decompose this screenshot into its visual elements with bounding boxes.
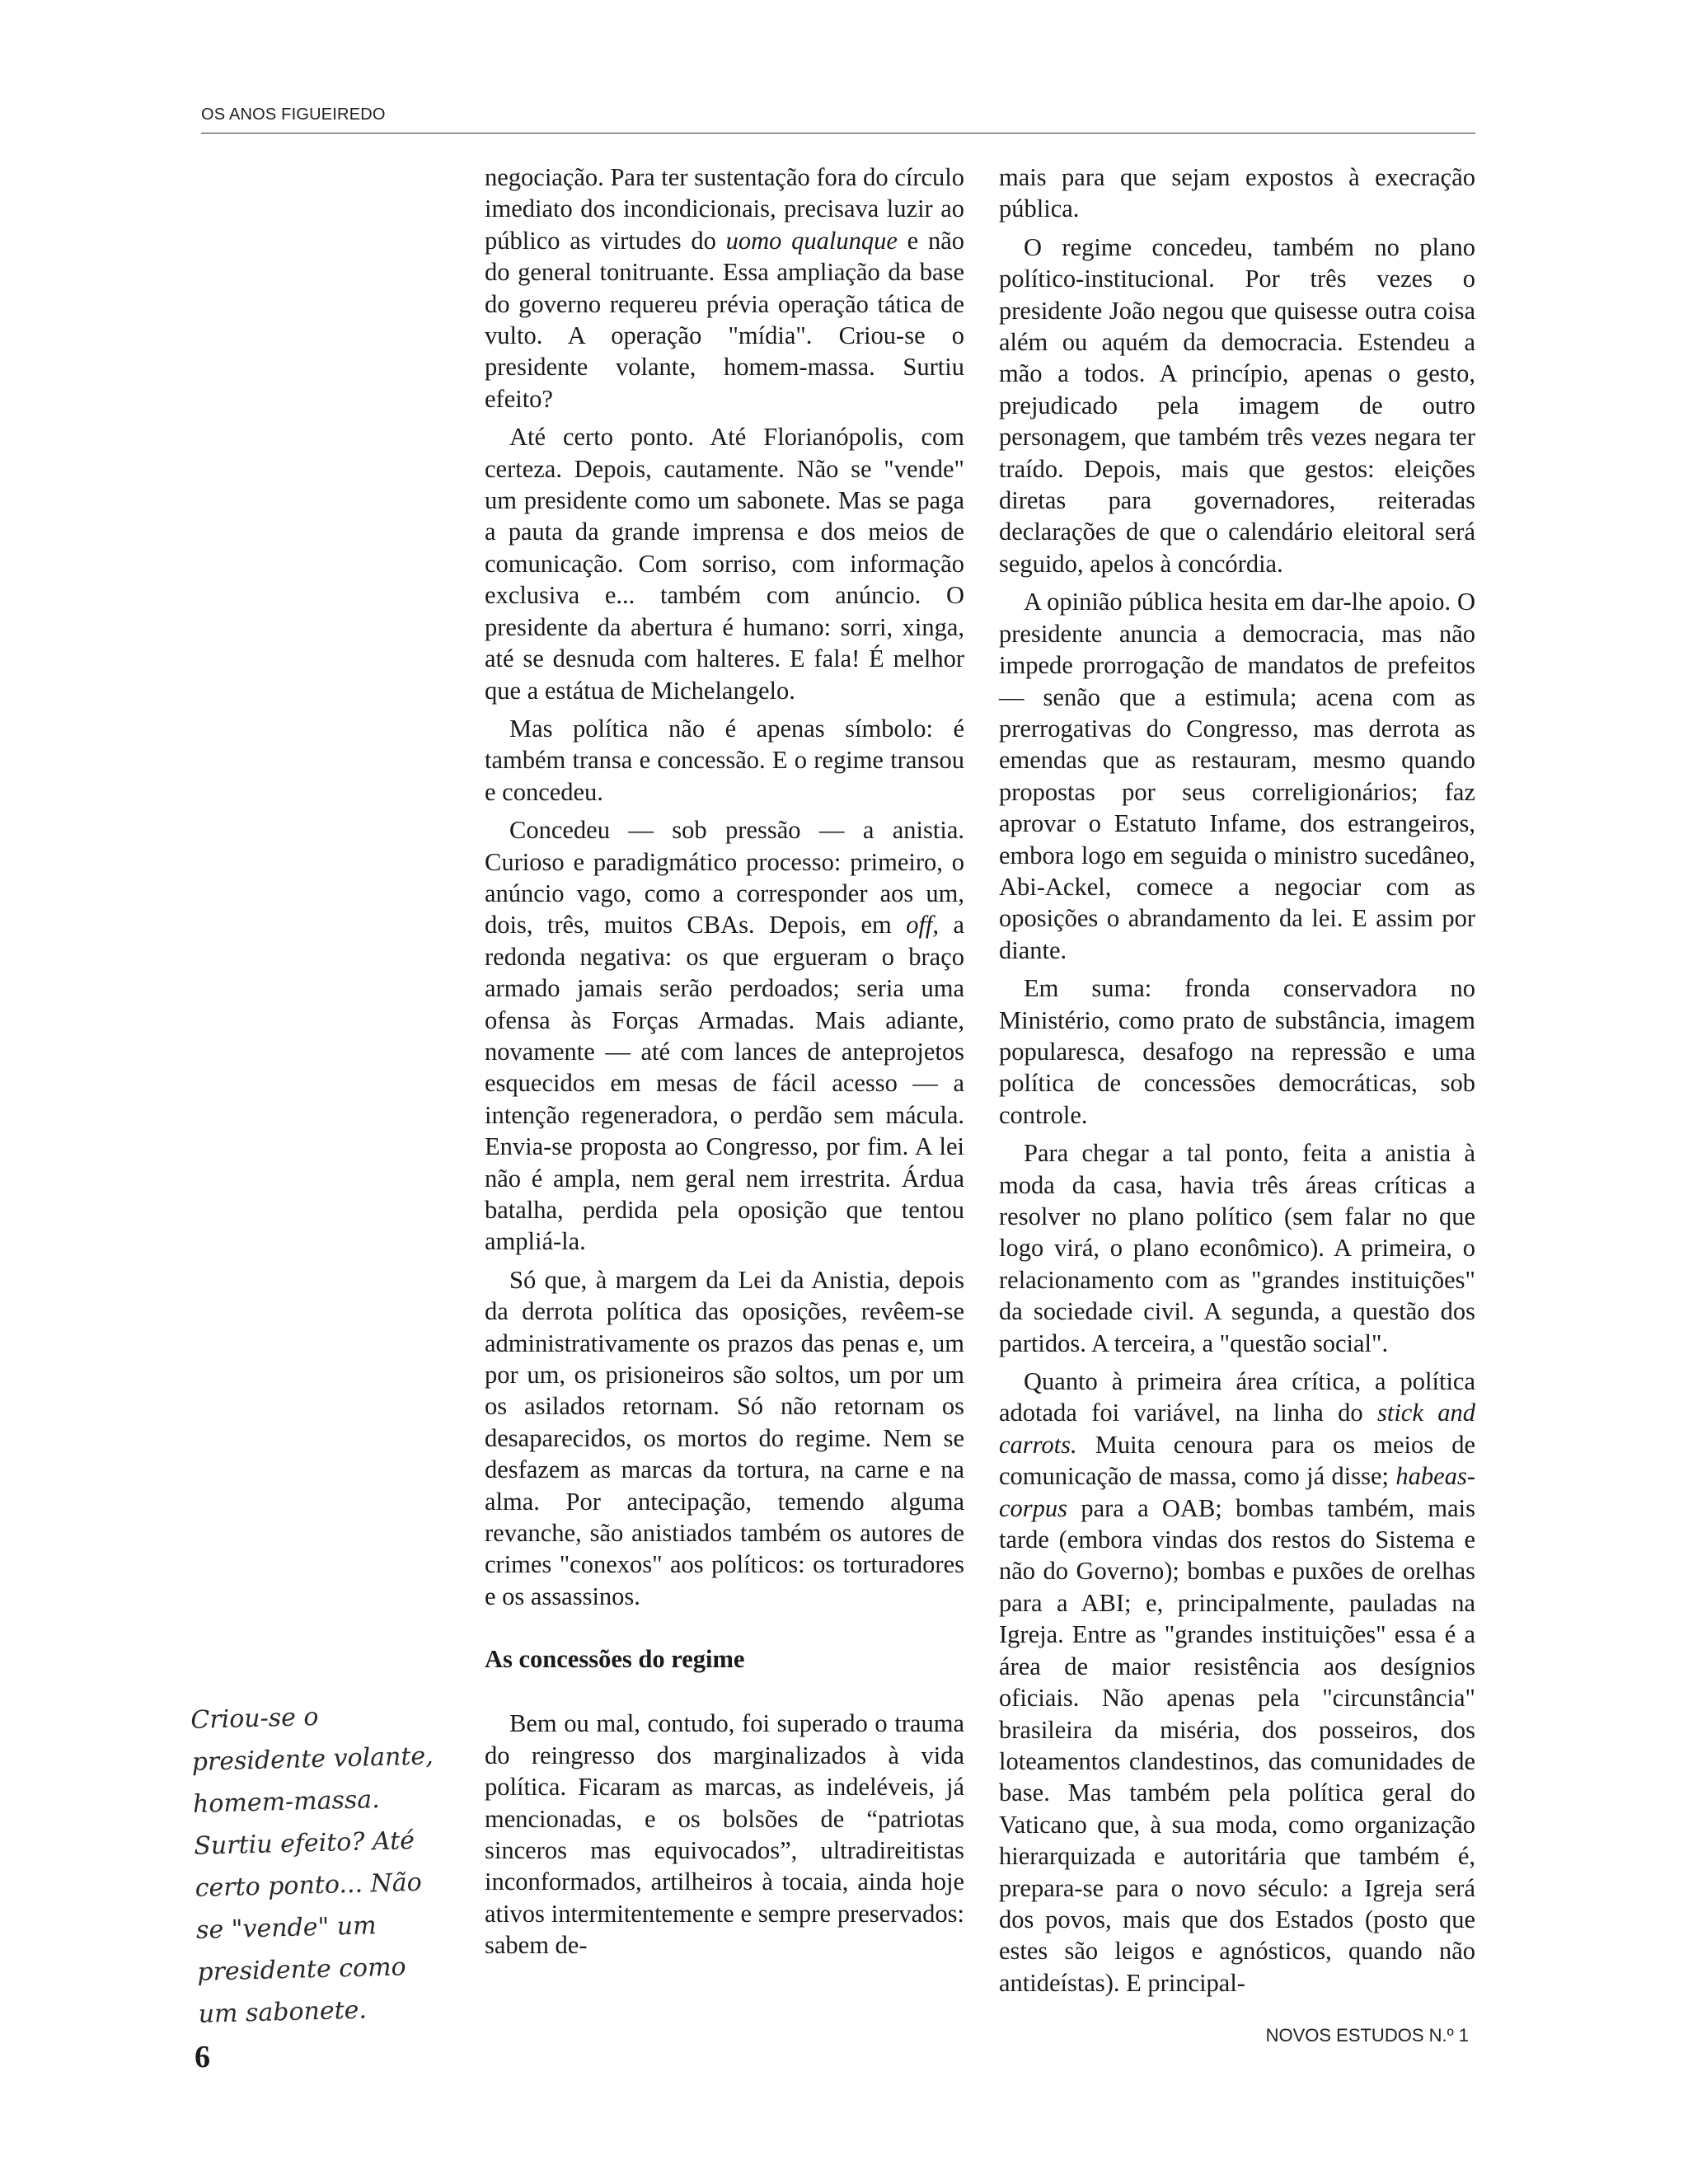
italic-term: uomo qualunque bbox=[725, 226, 898, 255]
paragraph: Mas política não é apenas símbolo: é também transa e concessão. E o regime transou e concedeu. bbox=[485, 714, 964, 806]
paragraph: Até certo ponto. Até Florianópolis, com certeza. Depois, cautamente. Não se "vende" um presidente como um sabonete. Mas se paga a pauta da grande imprensa e dos meios de comunicação. Com sorriso, com informação exclusiva e... também com anúncio. O presidente da abertura é humano: sorri, xinga, até se desnuda com halteres. E fala! É melhor que a estátua de Michelangelo. bbox=[485, 423, 964, 705]
paragraph: Bem ou mal, contudo, foi superado o trauma do reingresso dos marginalizados à vida política. Ficaram as marcas, as indeléveis, já mencionadas, e os bolsões de “patriotas sinceros mas equivocados”, ultradireitistas inconformados, artilheiros à tocaia, ainda hoje ativos intermitentemente e sempre preservados: sabem de- bbox=[485, 1709, 964, 1960]
paragraph: Em suma: fronda conservadora no Ministério, como prato de substância, imagem popularesca, desafogo na repressão e uma política de concessões democráticas, sob controle. bbox=[999, 974, 1475, 1129]
journal-footer: NOVOS ESTUDOS N.º 1 bbox=[1265, 2025, 1469, 2046]
paragraph: Concedeu — sob pressão — a anistia. Curioso e paradigmático processo: primeiro, o anúncio vago, como a corresponder aos um, dois, três, muitos CBAs. Depois, em off, a redonda negativa: os que ergueram o braço armado jamais serão perdoados; seria uma ofensa às Forças Armadas. Mais adiante, novamente — até com lances de anteprojetos esquecidos em mesas de fácil acesso — a intenção regeneradora, o perdão sem mácula. Envia-se proposta ao Congresso, por fim. A lei não é ampla, nem geral nem irrestrita. Árdua batalha, perdida pela oposição que tentou ampliá-la. bbox=[485, 816, 964, 1256]
section-heading: As concessões do regime bbox=[485, 1645, 745, 1674]
paragraph: Quanto à primeira área crítica, a política adotada foi variável, na linha do stick and carrots. Muita cenoura para os meios de comunicação de massa, como já disse; habeas-corpus para a OAB; bombas também, mais tarde (embora vindas dos restos do Sistema e não do Governo); bombas e puxões de orelhas para a ABI; e, principalmente, pauladas na Igreja. Entre as "grandes instituições" essa é a área de maior resistência aos desígnios oficiais. Não apenas pela "circunstância" brasileira da miséria, dos posseiros, dos loteamentos clandestinos, das comunidades de base. Mas também pela política geral do Vaticano que, à sua moda, como organização hierarquizada e autoritária que também é, prepara-se para o novo século: a Igreja será dos povos, mais que dos Estados (posto que estes são leigos e agnósticos, quando não antideístas). E principal- bbox=[999, 1367, 1475, 1997]
paragraph: Para chegar a tal ponto, feita a anistia à moda da casa, havia três áreas críticas a resolver no plano político (sem falar no que logo virá, o plano econômico). A primeira, o relacionamento com as "grandes instituições" da sociedade civil. A segunda, a questão dos partidos. A terceira, a "questão social". bbox=[999, 1139, 1475, 1357]
handwritten-margin-note: Criou-se o presidente volante, homem-massa. Surtiu efeito? Até certo ponto... Não se "vende" um presidente como um sabonete. bbox=[190, 1702, 434, 2029]
header-rule bbox=[201, 133, 1475, 134]
paragraph: O regime concedeu, também no plano político-institucional. Por três vezes o presidente João negou que quisesse outra coisa além ou aquém da democracia. Estendeu a mão a todos. A princípio, apenas o gesto, prejudicado pela imagem de outro personagem, que também três vezes negara ter traído. Depois, mais que gestos: eleições diretas para governadores, reiteradas declarações de que o calendário eleitoral será seguido, apelos à concórdia. bbox=[999, 232, 1475, 578]
paragraph: negociação. Para ter sustentação fora do círculo imediato dos incondicionais, precisava luzir ao público as virtudes do uomo qualunque e não do general tonitruante. Essa ampliação da base do governo requereu prévia operação tática de vulto. A operação "mídia". Criou-se o presidente volante, homem-massa. Surtiu efeito? bbox=[485, 163, 965, 413]
paragraph: A opinião pública hesita em dar-lhe apoio. O presidente anuncia a democracia, mas não impede prorrogação de mandatos de prefeitos — senão que a estimula; acena com as prerrogativas do Congresso, mas derrota as emendas que as restauram, mesmo quando propostas por seus correligionários; faz aprovar o Estatuto Infame, dos estrangeiros, embora logo em seguida o ministro sucedâneo, Abi-Ackel, comece a negociar com as oposições o abrandamento da lei. E assim por diante. bbox=[999, 588, 1475, 964]
right-column bbox=[999, 162, 1475, 1999]
page-number: 6 bbox=[195, 2040, 210, 2074]
italic-term: stick and carrots. bbox=[999, 1399, 1475, 1459]
italic-term: off, bbox=[906, 911, 940, 940]
running-head: OS ANOS FIGUEIREDO bbox=[201, 105, 386, 124]
left-column bbox=[485, 162, 964, 1961]
paragraph: Só que, à margem da Lei da Anistia, depois da derrota política das oposições, revêem-se administrativamente os prazos das penas e, um por um, os prisioneiros são soltos, um por um os asilados retornam. Só não retornam os desaparecidos, os mortos do regime. Nem se desfazem as marcas da tortura, na carne e na alma. Por antecipação, temendo alguma revanche, são anistiados também os autores de crimes "conexos" aos políticos: os torturadores e os assassinos. bbox=[485, 1265, 964, 1610]
italic-term: habeas-corpus bbox=[999, 1462, 1475, 1522]
paragraph: mais para que sejam expostos à execração pública. bbox=[999, 163, 1475, 223]
